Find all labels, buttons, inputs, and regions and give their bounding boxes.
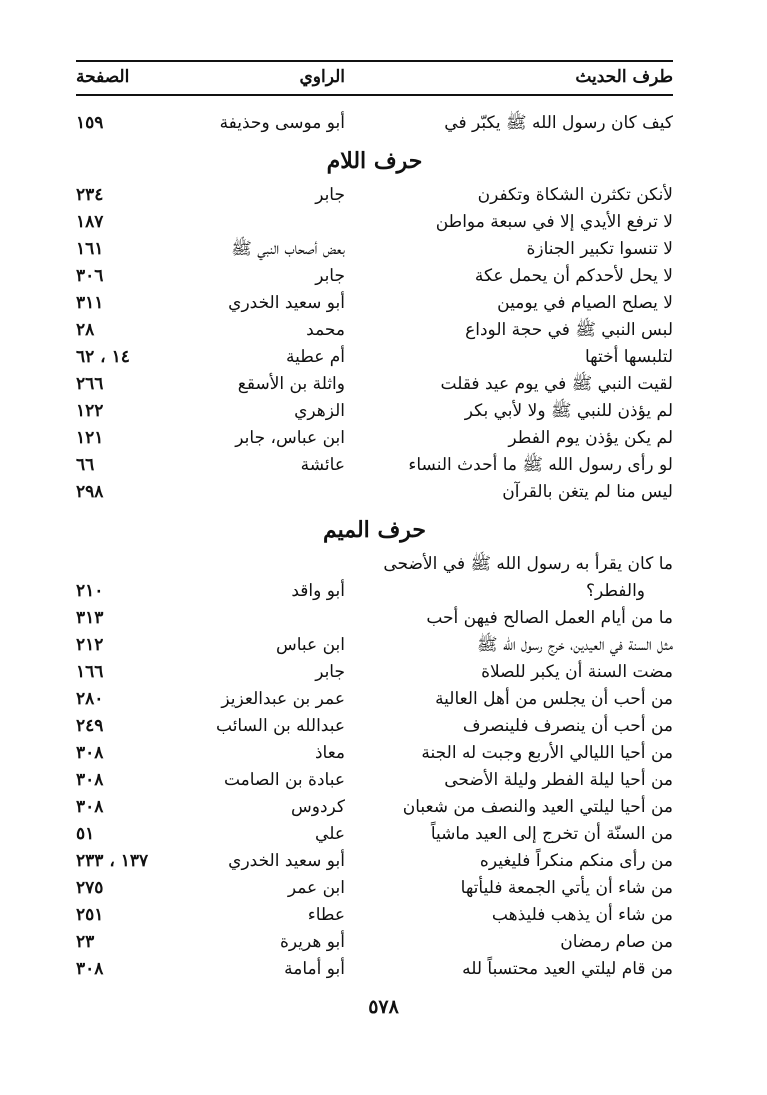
page-ref: ٢٣: [76, 932, 95, 952]
index-row: [76, 605, 673, 631]
hadith-text: من قام ليلتي العيد محتسباً لله: [462, 959, 673, 979]
page-ref: ١٨٧: [76, 212, 104, 232]
index-row: [76, 794, 673, 820]
header-bottom-rule: [76, 94, 673, 96]
narrator: عطاء: [307, 905, 345, 925]
hadith-text: لم يؤذن للنبي ﷺ ولا لأبي بكر: [464, 401, 673, 421]
page-ref: ٢٨٠: [76, 689, 104, 709]
index-row: [76, 659, 673, 685]
hadith-text: من أحيا ليلة الفطر وليلة الأضحى: [444, 770, 673, 790]
page-ref: ٣١١: [76, 293, 104, 313]
page-ref: ٣٠٨: [76, 743, 104, 763]
hadith-text: من شاء أن يذهب فليذهب: [491, 905, 673, 925]
narrator: جابر: [315, 185, 345, 205]
page-ref: ١٥٩: [76, 113, 104, 133]
section-heading: حرف اللام: [326, 148, 423, 174]
hadith-text: ليس منا لم يتغن بالقرآن: [502, 482, 673, 502]
narrator: أبو هريرة: [279, 932, 345, 952]
hadith-text: ما كان يقرأ به رسول الله ﷺ في الأضحى: [383, 554, 673, 574]
hadith-text: لا يصلح الصيام في يومين: [497, 293, 673, 313]
page-ref: ٢١٠: [76, 581, 104, 601]
index-row: [76, 236, 673, 262]
index-row: [76, 110, 673, 136]
narrator: أم عطية: [286, 347, 345, 367]
index-row: [76, 713, 673, 739]
narrator: عبدالله بن السائب: [216, 716, 345, 736]
page-ref: ٣٠٨: [76, 797, 104, 817]
page-ref: ٢٩٨: [76, 482, 104, 502]
page-ref: ١٣٧ ، ٢٣٣: [76, 851, 149, 871]
narrator: ابن عباس، جابر: [235, 428, 345, 448]
hadith-text: لأنكن تكثرن الشكاة وتكفرن: [477, 185, 673, 205]
page-ref: ١٢١: [76, 428, 104, 448]
index-row: [76, 956, 673, 982]
page-ref: ١٢٢: [76, 401, 104, 421]
hadith-text: لا تنسوا تكبير الجنازة: [526, 239, 673, 259]
narrator: بعض أصحاب النبي ﷺ: [231, 239, 345, 259]
hadith-text: من أحب أن ينصرف فلينصرف: [462, 716, 673, 736]
index-row: [76, 551, 673, 577]
index-row: [76, 479, 673, 505]
index-row: [76, 686, 673, 712]
hadith-text: كيف كان رسول الله ﷺ يكبّر في: [444, 113, 673, 133]
hadith-text: لقيت النبي ﷺ في يوم عيد فقلت: [440, 374, 673, 394]
page-ref: ٢٧٥: [76, 878, 104, 898]
header-narrator: الراوي: [299, 67, 345, 87]
index-row: [76, 821, 673, 847]
hadith-text: لتلبسها أختها: [584, 347, 673, 367]
narrator: ابن عمر: [287, 878, 345, 898]
narrator: عمر بن عبدالعزيز: [221, 689, 345, 709]
index-row: [76, 425, 673, 451]
index-row: [76, 182, 673, 208]
page-ref: ٣٠٨: [76, 770, 104, 790]
header-page: الصفحة: [76, 67, 130, 87]
hadith-text: والفطر؟: [585, 581, 645, 601]
hadith-text: لو رأى رسول الله ﷺ ما أحدث النساء: [408, 455, 673, 475]
narrator: جابر: [315, 266, 345, 286]
index-row: [76, 290, 673, 316]
index-row: [76, 632, 673, 658]
hadith-text: مضت السنة أن يكبر للصلاة: [481, 662, 673, 682]
index-row: [76, 848, 673, 874]
narrator: معاذ: [314, 743, 345, 763]
page-number: ٥٧٨: [368, 996, 399, 1018]
index-row: [76, 344, 673, 370]
hadith-text: لا ترفع الأيدي إلا في سبعة مواطن: [435, 212, 673, 232]
narrator: أبو سعيد الخدري: [228, 851, 345, 871]
index-row: [76, 398, 673, 424]
index-row: [76, 767, 673, 793]
page-ref: ٢٥١: [76, 905, 104, 925]
index-row: [76, 452, 673, 478]
hadith-text: لم يكن يؤذن يوم الفطر: [508, 428, 673, 448]
index-row: [76, 929, 673, 955]
page-ref: ٢٦٦: [76, 374, 104, 394]
narrator: عبادة بن الصامت: [223, 770, 345, 790]
index-row: [76, 263, 673, 289]
hadith-text: لبس النبي ﷺ في حجة الوداع: [465, 320, 673, 340]
hadith-text: من أحيا ليلتي العيد والنصف من شعبان: [402, 797, 673, 817]
page-ref: ٢٨: [76, 320, 95, 340]
narrator: ابن عباس: [275, 635, 345, 655]
narrator: أبو موسى وحذيفة: [219, 113, 345, 133]
index-row: [76, 902, 673, 928]
section-heading: حرف الميم: [322, 517, 427, 543]
hadith-text: من رأى منكم منكراً فليغيره: [479, 851, 673, 871]
page-ref: ١٦٦: [76, 662, 104, 682]
narrator: أبو سعيد الخدري: [228, 293, 345, 313]
page-ref: ٣١٣: [76, 608, 104, 628]
page-ref: ٢٤٩: [76, 716, 104, 736]
index-row: [76, 371, 673, 397]
hadith-text: من السنّة أن تخرج إلى العيد ماشياً: [430, 824, 673, 844]
narrator: أبو واقد: [291, 581, 345, 601]
table-header: [76, 62, 673, 92]
page-ref: ١٤ ، ٦٢: [76, 347, 130, 367]
index-row: [76, 875, 673, 901]
hadith-text: لا يحل لأحدكم أن يحمل عكة: [474, 266, 673, 286]
page-ref: ٦٦: [76, 455, 95, 475]
page-ref: ٣٠٨: [76, 959, 104, 979]
page-ref: ٢١٢: [76, 635, 104, 655]
index-row: [76, 209, 673, 235]
narrator: علي: [315, 824, 345, 844]
hadith-text: ما من أيام العمل الصالح فيهن أحب: [426, 608, 673, 628]
header-hadith-text: طرف الحديث: [575, 67, 673, 87]
hadith-text: مثل السنة في العيدين، خرج رسول الله ﷺ: [477, 635, 673, 655]
page-ref: ١٦١: [76, 239, 104, 259]
page-ref: ٢٣٤: [76, 185, 104, 205]
hadith-text: من أحيا الليالي الأربع وجبت له الجنة: [421, 743, 673, 763]
page-ref: ٣٠٦: [76, 266, 104, 286]
index-row: [76, 578, 673, 604]
narrator: عائشة: [300, 455, 345, 475]
narrator: كردوس: [290, 797, 345, 817]
narrator: الزهري: [294, 401, 345, 421]
hadith-text: من صام رمضان: [560, 932, 673, 952]
index-row: [76, 317, 673, 343]
hadith-text: من أحب أن يجلس من أهل العالية: [435, 689, 673, 709]
index-row: [76, 740, 673, 766]
narrator: واثلة بن الأسقع: [237, 374, 345, 394]
narrator: محمد: [306, 320, 345, 340]
narrator: جابر: [315, 662, 345, 682]
page-ref: ٥١: [76, 824, 95, 844]
narrator: أبو أمامة: [284, 959, 345, 979]
hadith-text: من شاء أن يأتي الجمعة فليأتها: [460, 878, 673, 898]
